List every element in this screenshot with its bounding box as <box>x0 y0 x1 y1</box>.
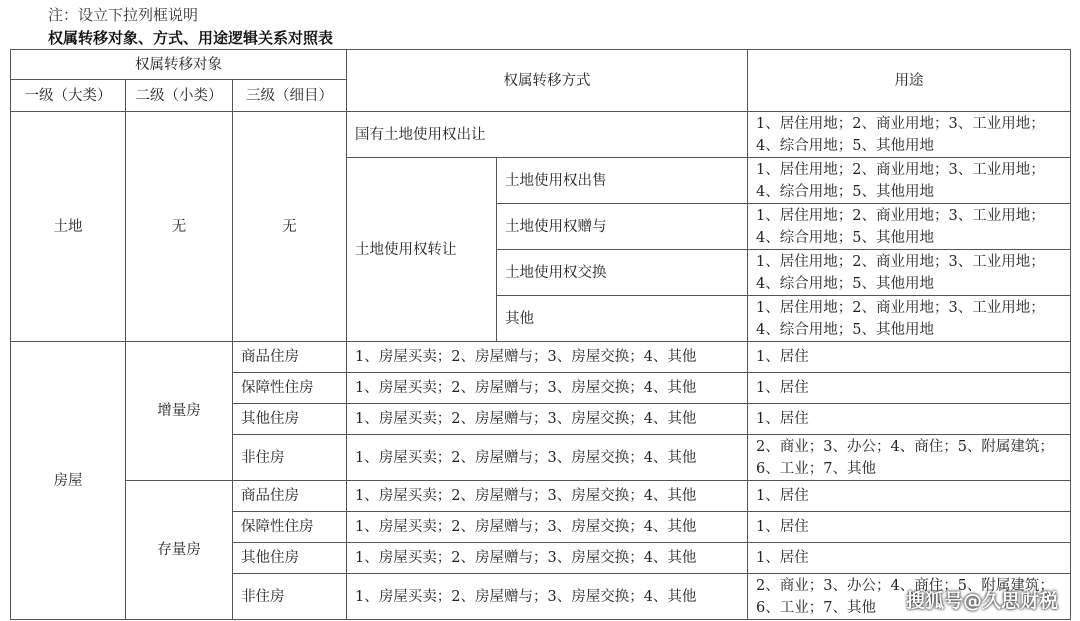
relation-table <box>10 49 1071 620</box>
header-level2: 二级（小类） <box>126 80 233 112</box>
note-text: 注：设立下拉列框说明 <box>48 6 199 24</box>
house-type-cell: 商品住房 <box>233 481 347 512</box>
house-type-cell: 保障性住房 <box>233 373 347 404</box>
house-method-cell: 1、房屋买卖；2、房屋赠与；3、房屋交换；4、其他 <box>347 435 748 481</box>
land-level2-cell: 无 <box>126 112 233 342</box>
land-level3-cell: 无 <box>233 112 347 342</box>
header-level3: 三级（细目） <box>233 80 347 112</box>
house-use-cell: 1、居住 <box>748 373 1071 404</box>
land-transfer-group-cell: 土地使用权转让 <box>347 158 497 342</box>
land-sub-method-cell: 土地使用权交换 <box>497 250 748 296</box>
house-type-cell: 其他住房 <box>233 404 347 435</box>
header-use: 用途 <box>748 50 1071 112</box>
house-use-cell: 1、居住 <box>748 481 1071 512</box>
house-type-cell: 商品住房 <box>233 342 347 373</box>
land-level1-cell: 土地 <box>11 112 126 342</box>
house-method-cell: 1、房屋买卖；2、房屋赠与；3、房屋交换；4、其他 <box>347 481 748 512</box>
house-method-cell: 1、房屋买卖；2、房屋赠与；3、房屋交换；4、其他 <box>347 512 748 543</box>
land-use-cell: 1、居住用地；2、商业用地；3、工业用地； 4、综合用地；5、其他用地 <box>748 204 1071 250</box>
house-use-cell: 1、居住 <box>748 342 1071 373</box>
house-type-cell: 非住房 <box>233 574 347 620</box>
house-use-cell: 1、居住 <box>748 543 1071 574</box>
house-method-cell: 1、房屋买卖；2、房屋赠与；3、房屋交换；4、其他 <box>347 574 748 620</box>
house-method-cell: 1、房屋买卖；2、房屋赠与；3、房屋交换；4、其他 <box>347 342 748 373</box>
house-use-cell: 2、商业；3、办公；4、商住；5、附属建筑； 6、工业；7、其他 <box>748 574 1071 620</box>
land-sub-method-cell: 其他 <box>497 296 748 342</box>
house-group-cell: 存量房 <box>126 481 233 620</box>
house-use-cell: 1、居住 <box>748 404 1071 435</box>
house-method-cell: 1、房屋买卖；2、房屋赠与；3、房屋交换；4、其他 <box>347 543 748 574</box>
header-method: 权属转移方式 <box>347 50 748 112</box>
land-use-cell: 1、居住用地；2、商业用地；3、工业用地； 4、综合用地；5、其他用地 <box>748 158 1071 204</box>
watermark-text: 搜狐号@久思财税 <box>905 590 1058 612</box>
land-transfer-out-cell: 国有土地使用权出让 <box>347 112 748 158</box>
land-sub-method-cell: 土地使用权赠与 <box>497 204 748 250</box>
house-use-cell: 1、居住 <box>748 512 1071 543</box>
header-level1: 一级（大类） <box>11 80 126 112</box>
land-use-cell: 1、居住用地；2、商业用地；3、工业用地； 4、综合用地；5、其他用地 <box>748 112 1071 158</box>
house-type-cell: 保障性住房 <box>233 512 347 543</box>
land-use-cell: 1、居住用地；2、商业用地；3、工业用地； 4、综合用地；5、其他用地 <box>748 296 1071 342</box>
table-title: 权属转移对象、方式、用途逻辑关系对照表 <box>48 29 334 47</box>
house-method-cell: 1、房屋买卖；2、房屋赠与；3、房屋交换；4、其他 <box>347 404 748 435</box>
house-level1-cell: 房屋 <box>11 342 126 620</box>
header-object-group: 权属转移对象 <box>11 50 347 80</box>
land-use-cell: 1、居住用地；2、商业用地；3、工业用地； 4、综合用地；5、其他用地 <box>748 250 1071 296</box>
house-group-cell: 增量房 <box>126 342 233 481</box>
house-method-cell: 1、房屋买卖；2、房屋赠与；3、房屋交换；4、其他 <box>347 373 748 404</box>
house-type-cell: 其他住房 <box>233 543 347 574</box>
land-sub-method-cell: 土地使用权出售 <box>497 158 748 204</box>
house-use-cell: 2、商业；3、办公；4、商住；5、附属建筑； 6、工业；7、其他 <box>748 435 1071 481</box>
house-type-cell: 非住房 <box>233 435 347 481</box>
